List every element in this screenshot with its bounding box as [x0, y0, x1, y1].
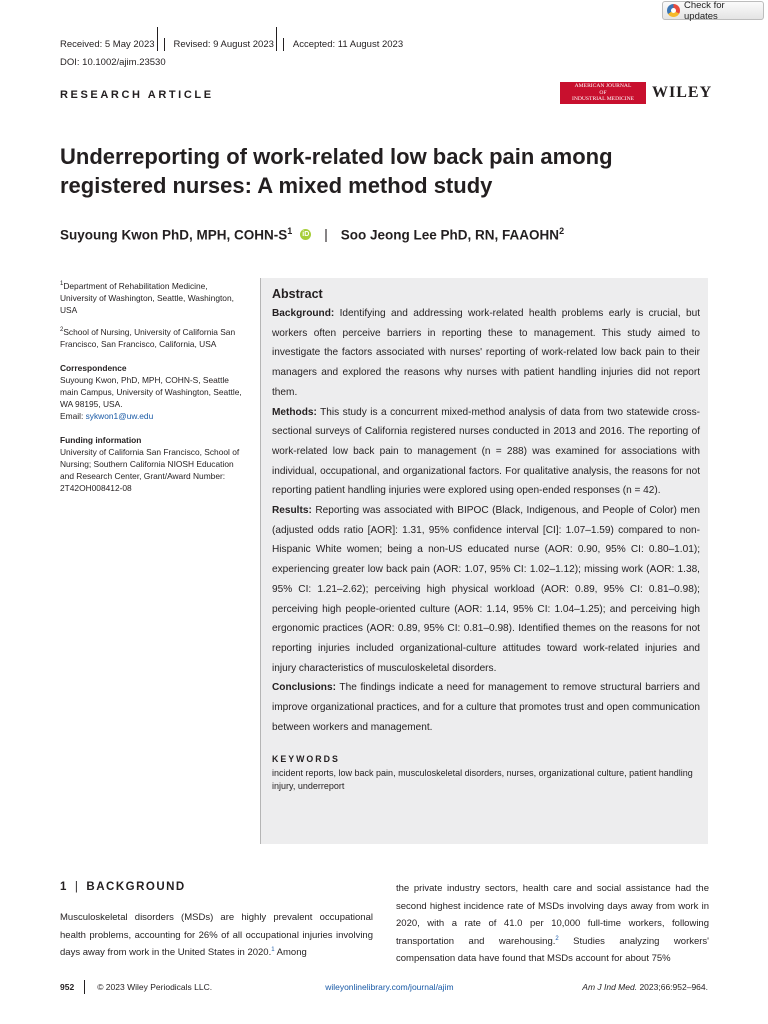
page-number: 952: [60, 980, 85, 994]
revised-date: Revised: 9 August 2023: [164, 38, 283, 51]
crossmark-icon: [667, 4, 680, 17]
affiliation: $^2$School of Nursing, University of California San Francisco, San Francisco, California, USA: [60, 326, 236, 349]
journal-logo-line: AMERICAN JOURNAL: [574, 83, 632, 89]
citation-link[interactable]: 2: [555, 935, 559, 942]
publisher-logo[interactable]: WILEY: [652, 84, 713, 101]
keywords: incident reports, low back pain, musculoskeletal disorders, nurses, organizational culture, patient handling injury, underreport: [272, 768, 693, 791]
funding-heading: Funding information: [60, 434, 142, 445]
abstract-heading: Abstract: [272, 287, 323, 301]
keywords-heading: KEYWORDS: [272, 754, 340, 765]
copyright: © 2023 Wiley Periodicals LLC.: [97, 982, 213, 992]
orcid-icon[interactable]: iD: [302, 230, 310, 238]
journal-logo-line: INDUSTRIAL MEDICINE: [571, 96, 635, 103]
author-separator: |: [324, 226, 328, 242]
correspondence-email-line: Email: sykwon1@uw.edu: [60, 410, 154, 421]
citation-link[interactable]: 1: [271, 947, 275, 954]
page-footer: [60, 980, 708, 994]
author-list: [60, 226, 564, 243]
affiliation: $^1$Department of Rehabilitation Medicine, University of Washington, Seattle, Washington, USA: [60, 280, 234, 315]
body-text-left: Musculoskeletal disorders (MSDs) are highly prevalent occupational health problems, accounting for 26% of all occupational injuries involving days away from work in the United States in 2020.$^1$ Among: [60, 912, 373, 959]
funding-text: University of California San Francisco, School of Nursing; Southern California NIOSH Education and Research Center, Grant/Award Number: 2T42OH008412-08: [60, 446, 240, 493]
abstract-results: Results: Reporting was associated with BIPOC (Black, Indigenous, and People of Color) men (adjusted odds ratio [AOR]: 1.31, 95% confidence interval [CI]: 1.07–1.59) compared to non-Hispanic White women; being a non-US educated nurse (AOR: 0.90, 95% CI: 0.80–1.01); experiencing greater low back pain (AOR: 1.07, 95% CI: 1.02–1.12); missing work (AOR: 1.38, 95% CI: 1.21–2.62); perceiving high physical workload (AOR: 0.89, 95% CI: 0.81–0.98); perceiving high people-oriented culture (AOR: 1.14, 95% CI: 1.04–1.25); and perceiving high ergonomic practices (AOR: 0.89, 95% CI: 0.81–0.98). Identified themes on the reasons for not reporting injuries included organizational-culture attitudes toward work-related injuries and injury characteristics of musculoskeletal disorders.: [272, 505, 700, 674]
received-date: Received: 5 May 2023: [60, 39, 155, 50]
journal-logo[interactable]: [560, 82, 646, 104]
correspondence-text: Suyoung Kwon, PhD, MPH, COHN-S, Seattle main Campus, University of Washington, Seattle, WA 98195, USA.: [60, 374, 242, 409]
journal-logo-line: OF: [599, 89, 607, 96]
correspondence-heading: Correspondence: [60, 362, 127, 373]
author-name[interactable]: Suyoung Kwon PhD, MPH, COHN-$S^1$: [60, 226, 293, 243]
check-for-updates-button[interactable]: [662, 1, 764, 20]
accepted-date: Accepted: 11 August 2023: [283, 38, 412, 51]
section-heading: 1 | BACKGROUND: [60, 881, 186, 893]
email-link[interactable]: sykwon1@uw.edu: [85, 410, 154, 421]
abstract-box: [260, 278, 708, 844]
check-for-updates-label: Check for updates: [684, 0, 725, 22]
journal-url-link[interactable]: wileyonlinelibrary.com/journal/ajim: [325, 982, 454, 992]
abstract-conclusions: Conclusions: The findings indicate a need for management to remove structural barriers and improve organizational practices, and for a culture that promotes trust and open communication between workers and management.: [272, 682, 700, 733]
article-type: RESEARCH ARTICLE: [60, 89, 214, 101]
abstract-methods: Methods: This study is a concurrent mixed-method analysis of data from two statewide cross-sectional surveys of California registered nurses conducted in 2013 and 2016. The reporting of work-related low back pain to management (n = 288) was examined for associations with individual, occupational, and organizational factors. For qualitative analysis, the reasons for not reporting patient handling injuries were explored using open-ended responses (n = 42).: [272, 406, 700, 497]
abstract-background: Background: Identifying and addressing work-related health problems early is crucial, but workers often perceive barriers in reporting these to management. This study aimed to investigate the factors associated with nurses' reporting of work-related low back pain to their managers and explored the reasons why nurses with patient handling injuries did not report them.: [272, 308, 700, 398]
article-dates: [60, 38, 412, 51]
body-text-right: the private industry sectors, health care and social assistance had the second highest incidence rate of MSDs involving days away from work in 2020, with a rate of 41.0 per 10,000 full-time workers, following transportation and warehousing.$^2$ Studies analyzing workers' compensation data have found that MSDs account for about 75%: [396, 883, 709, 965]
article-info-column: [60, 278, 245, 494]
article-title: Underreporting of work-related low back pain among registered nurses: A mixed method study: [60, 144, 613, 198]
author-name[interactable]: Soo Jeong Lee PhD, RN, FAAOHN$^2$: [340, 226, 565, 243]
journal-citation: Am J Ind Med. 2023;66:952–964.: [582, 982, 708, 992]
doi[interactable]: DOI: 10.1002/ajim.23530: [60, 57, 166, 68]
